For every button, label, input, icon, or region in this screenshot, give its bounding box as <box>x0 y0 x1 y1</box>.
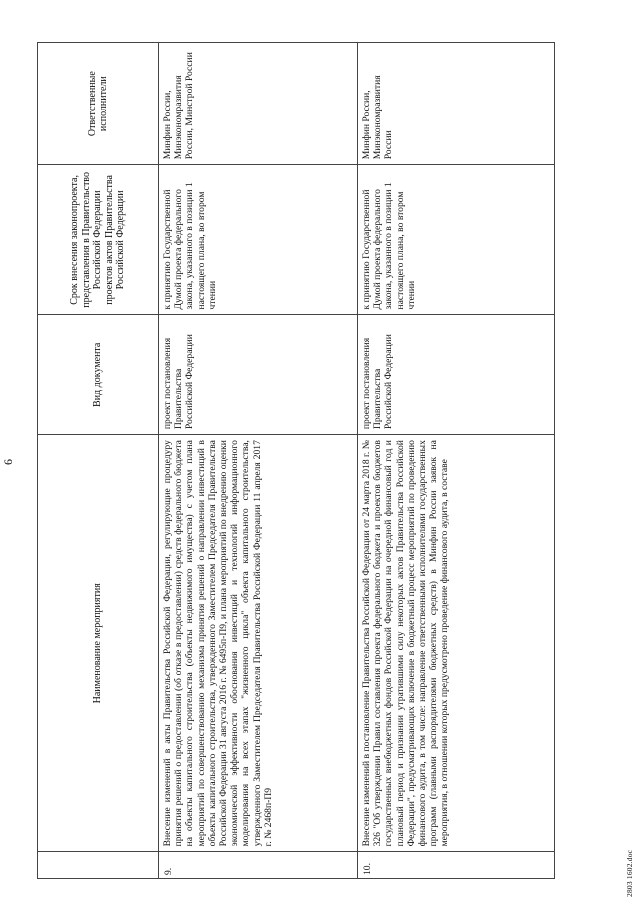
header-responsible: Ответственные исполнители <box>38 43 159 165</box>
submission-term: к принятию Государственной Думой проекта федерального закона, указанного в позиции 1 настоящего плана, во втором чтении <box>159 165 358 315</box>
responsible-executors: Минфин России, Минэкономразвития России, Минстрой России <box>159 43 358 165</box>
measure-name: Внесение изменений в акты Правительства Российской Федерации, регулирующие процедуру принятия решений о предоставлении (об отказе в предоставлении) средств федерального бюджета на объекты капитального строительства (объекты недвижимого имущества) с учетом плана мероприятий по совершенствованию механизма принятия решений о направлении инвестиций в объекты капитального строительства, утвержденного Заместителем Председателя Правительства Российской Федерации 31 августа 2016 г. № 6495п-П9, и плана мероприятий по внедрению оценки экономической эффективности обоснования инвестиций и технологий информационного моделирования на всех этапах "жизненного цикла" объекта капитального строительства, утвержденного Заместителем Председателя Правительства Российской Федерации 11 апреля 2017 г. № 2468п-П9 <box>159 435 358 852</box>
table-row <box>358 43 555 879</box>
header-doc-type: Вид документа <box>38 315 159 435</box>
row-number: 10. <box>358 852 555 879</box>
document-type: проект постановления Правительства Российской Федерации <box>358 315 555 435</box>
table-header-row <box>38 43 159 879</box>
responsible-executors: Минфин России, Минэкономразвития России <box>358 43 555 165</box>
document-type: проект постановления Правительства Российской Федерации <box>159 315 358 435</box>
header-term: Срок внесения законопроекта, представления в Правительство Российской Федерации проектов актов Правительства Российской Федерации <box>38 165 159 315</box>
submission-term: к принятию Государственной Думой проекта федерального закона, указанного в позиции 1 настоящего плана, во втором чтении <box>358 165 555 315</box>
measure-name: Внесение изменений в постановление Правительства Российской Федерации от 24 марта 2018 г. № 326 "Об утверждении Правил составления проекта федерального бюджета и проектов бюджетов государственных внебюджетных фондов Российской Федерации на очередной финансовый год и плановый период и признании утратившими силу некоторых актов Правительства Российской Федерации", предусматривающих включение в бюджетный процесс мероприятий по проведению финансового аудита, в том числе: направление ответственными исполнителями государственных программ (главными распорядителями бюджетных средств) в Минфин России заявок на мероприятия, в отношении которых предусмотрено проведение финансового аудита, в составе <box>358 435 555 852</box>
document-code: 2803 1602.doc <box>625 849 634 897</box>
table-row <box>159 43 358 879</box>
header-num <box>38 852 159 879</box>
measures-table <box>37 42 555 879</box>
page-number: 6 <box>1 459 15 465</box>
header-name: Наименование мероприятия <box>38 435 159 852</box>
row-number: 9. <box>159 852 358 879</box>
